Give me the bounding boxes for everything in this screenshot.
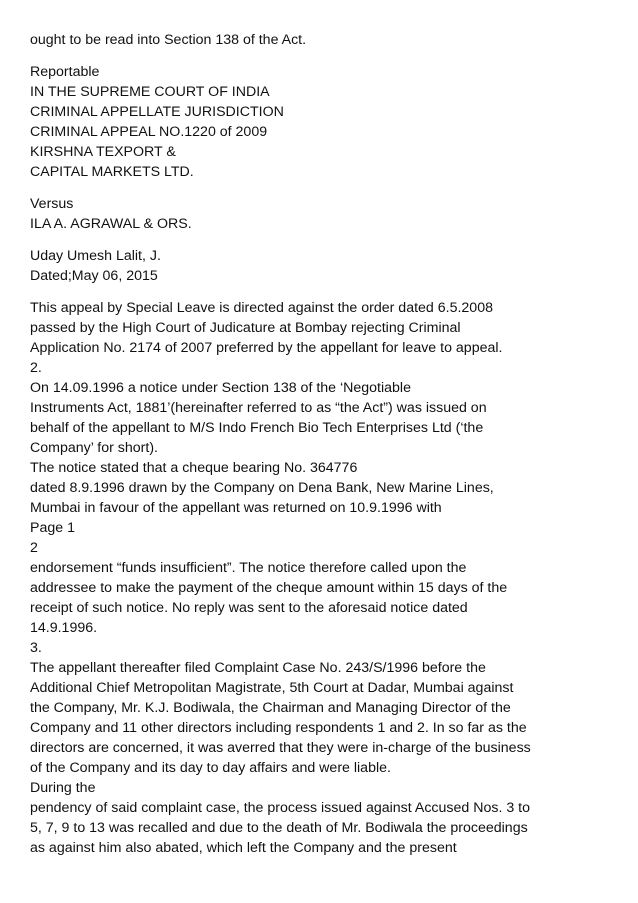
text-line: KIRSHNA TEXPORT & [30,144,176,160]
text-line: Company and 11 other directors including respondents 1 and 2. In so far as the [30,720,527,736]
text-line: 2. [30,360,42,376]
text-line: 14.9.1996. [30,620,98,636]
text-line: receipt of such notice. No reply was sent to the aforesaid notice dated [30,600,468,616]
text-line: The notice stated that a cheque bearing No. 364776 [30,460,358,476]
text-line: behalf of the appellant to M/S Indo French Bio Tech Enterprises Ltd (‘the [30,420,484,436]
text-line: Page 1 [30,520,75,536]
text-line: Application No. 2174 of 2007 preferred by the appellant for leave to appeal. [30,340,503,356]
text-line: addressee to make the payment of the cheque amount within 15 days of the [30,580,508,596]
document-body [30,30,630,858]
text-line: Reportable [30,64,100,80]
text-line: CAPITAL MARKETS LTD. [30,164,194,180]
text-line: CRIMINAL APPEAL NO.1220 of 2009 [30,124,268,140]
text-line: as against him also abated, which left the Company and the present [30,840,457,856]
text-line: Dated;May 06, 2015 [30,268,158,284]
text-line: Company’ for short). [30,440,158,456]
text-line: the Company, Mr. K.J. Bodiwala, the Chairman and Managing Director of the [30,700,511,716]
text-line: Uday Umesh Lalit, J. [30,248,161,264]
text-line: Instruments Act, 1881’(hereinafter referred to as “the Act”) was issued on [30,400,487,416]
text-line: CRIMINAL APPELLATE JURISDICTION [30,104,284,120]
text-line: On 14.09.1996 a notice under Section 138 of the ‘Negotiable [30,380,411,396]
text-line: Additional Chief Metropolitan Magistrate, 5th Court at Dadar, Mumbai against [30,680,514,696]
text-line: During the [30,780,96,796]
text-line: endorsement “funds insufficient”. The notice therefore called upon the [30,560,467,576]
text-line: ILA A. AGRAWAL & ORS. [30,216,192,232]
text-line: pendency of said complaint case, the process issued against Accused Nos. 3 to [30,800,531,816]
text-line: This appeal by Special Leave is directed against the order dated 6.5.2008 [30,300,493,316]
text-line: of the Company and its day to day affairs and were liable. [30,760,391,776]
text-line: ought to be read into Section 138 of the Act. [30,32,307,48]
text-line: Versus [30,196,74,212]
text-line: passed by the High Court of Judicature at Bombay rejecting Criminal [30,320,461,336]
text-line: 5, 7, 9 to 13 was recalled and due to the death of Mr. Bodiwala the proceedings [30,820,528,836]
text-line: Mumbai in favour of the appellant was returned on 10.9.1996 with [30,500,442,516]
text-line: 3. [30,640,42,656]
text-line: The appellant thereafter filed Complaint Case No. 243/S/1996 before the [30,660,486,676]
text-line: dated 8.9.1996 drawn by the Company on Dena Bank, New Marine Lines, [30,480,494,496]
text-line: directors are concerned, it was averred that they were in-charge of the business [30,740,531,756]
text-line: IN THE SUPREME COURT OF INDIA [30,84,270,100]
text-line: 2 [30,540,38,556]
